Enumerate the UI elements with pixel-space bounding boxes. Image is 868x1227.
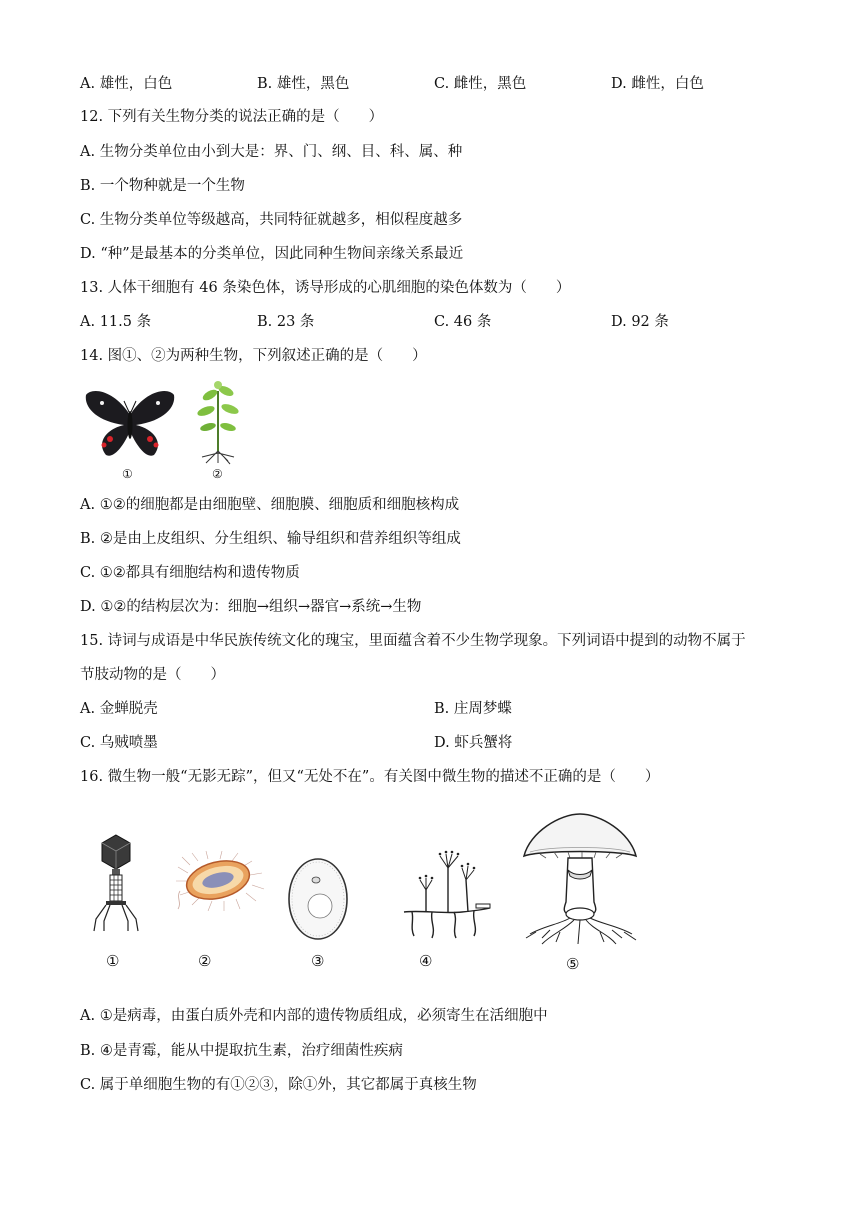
q12-stem: 12. 下列有关生物分类的说法正确的是（ ） — [80, 109, 384, 125]
q16-stem: 16. 微生物一般“无影无踪”，但又“无处不在”。有关图中微生物的描述不正确的是（ ） — [80, 769, 660, 785]
q12-option-a: A. 生物分类单位由小到大是：界、门、纲、目、科、属、种 — [80, 144, 463, 160]
q15-stem-line1: 15. 诗词与成语是中华民族传统文化的瑰宝，里面蕴含着不少生物学现象。下列词语中提到的动物不属于 — [80, 633, 746, 649]
q15-option-a: A. 金蝉脱壳 — [80, 701, 158, 717]
q16-label-5: ⑤ — [566, 955, 580, 973]
yeast-figure — [286, 856, 350, 942]
q14-option-d: D. ①②的结构层次为：细胞→组织→器官→系统→生物 — [80, 599, 422, 615]
q16-option-b: B. ④是青霉，能从中提取抗生素，治疗细菌性疾病 — [80, 1043, 403, 1059]
q15-option-b: B. 庄周梦蝶 — [434, 701, 512, 717]
q14-label-2: ② — [212, 467, 223, 481]
q13-option-c: C. 46 条 — [434, 314, 492, 330]
q16-label-4: ④ — [419, 952, 433, 970]
virus-figure — [90, 833, 142, 933]
q16-option-a: A. ①是病毒，由蛋白质外壳和内部的遗传物质组成，必须寄生在活细胞中 — [80, 1008, 548, 1024]
q14-label-1: ① — [122, 467, 133, 481]
q16-option-c: C. 属于单细胞生物的有①②③，除①外，其它都属于真核生物 — [80, 1077, 477, 1093]
q11-option-a: A. 雄性，白色 — [80, 76, 173, 92]
bacterium-figure — [176, 851, 266, 911]
q14-option-b: B. ②是由上皮组织、分生组织、输导组织和营养组织等组成 — [80, 531, 461, 547]
q16-label-2: ② — [198, 952, 212, 970]
q11-option-c: C. 雌性，黑色 — [434, 76, 527, 92]
q14-stem: 14. 图①、②为两种生物，下列叙述正确的是（ ） — [80, 348, 427, 364]
q16-label-3: ③ — [311, 952, 325, 970]
butterfly-figure — [84, 385, 176, 463]
mushroom-figure — [520, 812, 640, 946]
q14-option-c: C. ①②都具有细胞结构和遗传物质 — [80, 565, 300, 581]
q15-option-c: C. 乌贼喷墨 — [80, 735, 158, 751]
q15-stem-line2: 节肢动物的是（ ） — [80, 667, 225, 683]
q12-option-d: D. “种”是最基本的分类单位，因此同种生物间亲缘关系最近 — [80, 246, 464, 262]
plant-figure — [192, 381, 244, 465]
q11-option-d: D. 雌性，白色 — [611, 76, 704, 92]
q13-option-d: D. 92 条 — [611, 314, 669, 330]
penicillium-figure — [402, 850, 492, 940]
q13-option-b: B. 23 条 — [257, 314, 315, 330]
q11-option-b: B. 雄性，黑色 — [257, 76, 350, 92]
q12-option-c: C. 生物分类单位等级越高，共同特征就越多，相似程度越多 — [80, 212, 463, 228]
q14-option-a: A. ①②的细胞都是由细胞壁、细胞膜、细胞质和细胞核构成 — [80, 497, 460, 513]
q12-option-b: B. 一个物种就是一个生物 — [80, 178, 245, 194]
q13-stem: 13. 人体干细胞有 46 条染色体，诱导形成的心肌细胞的染色体数为（ ） — [80, 280, 571, 296]
q15-option-d: D. 虾兵蟹将 — [434, 735, 513, 751]
q13-option-a: A. 11.5 条 — [80, 314, 152, 330]
q16-label-1: ① — [106, 952, 120, 970]
